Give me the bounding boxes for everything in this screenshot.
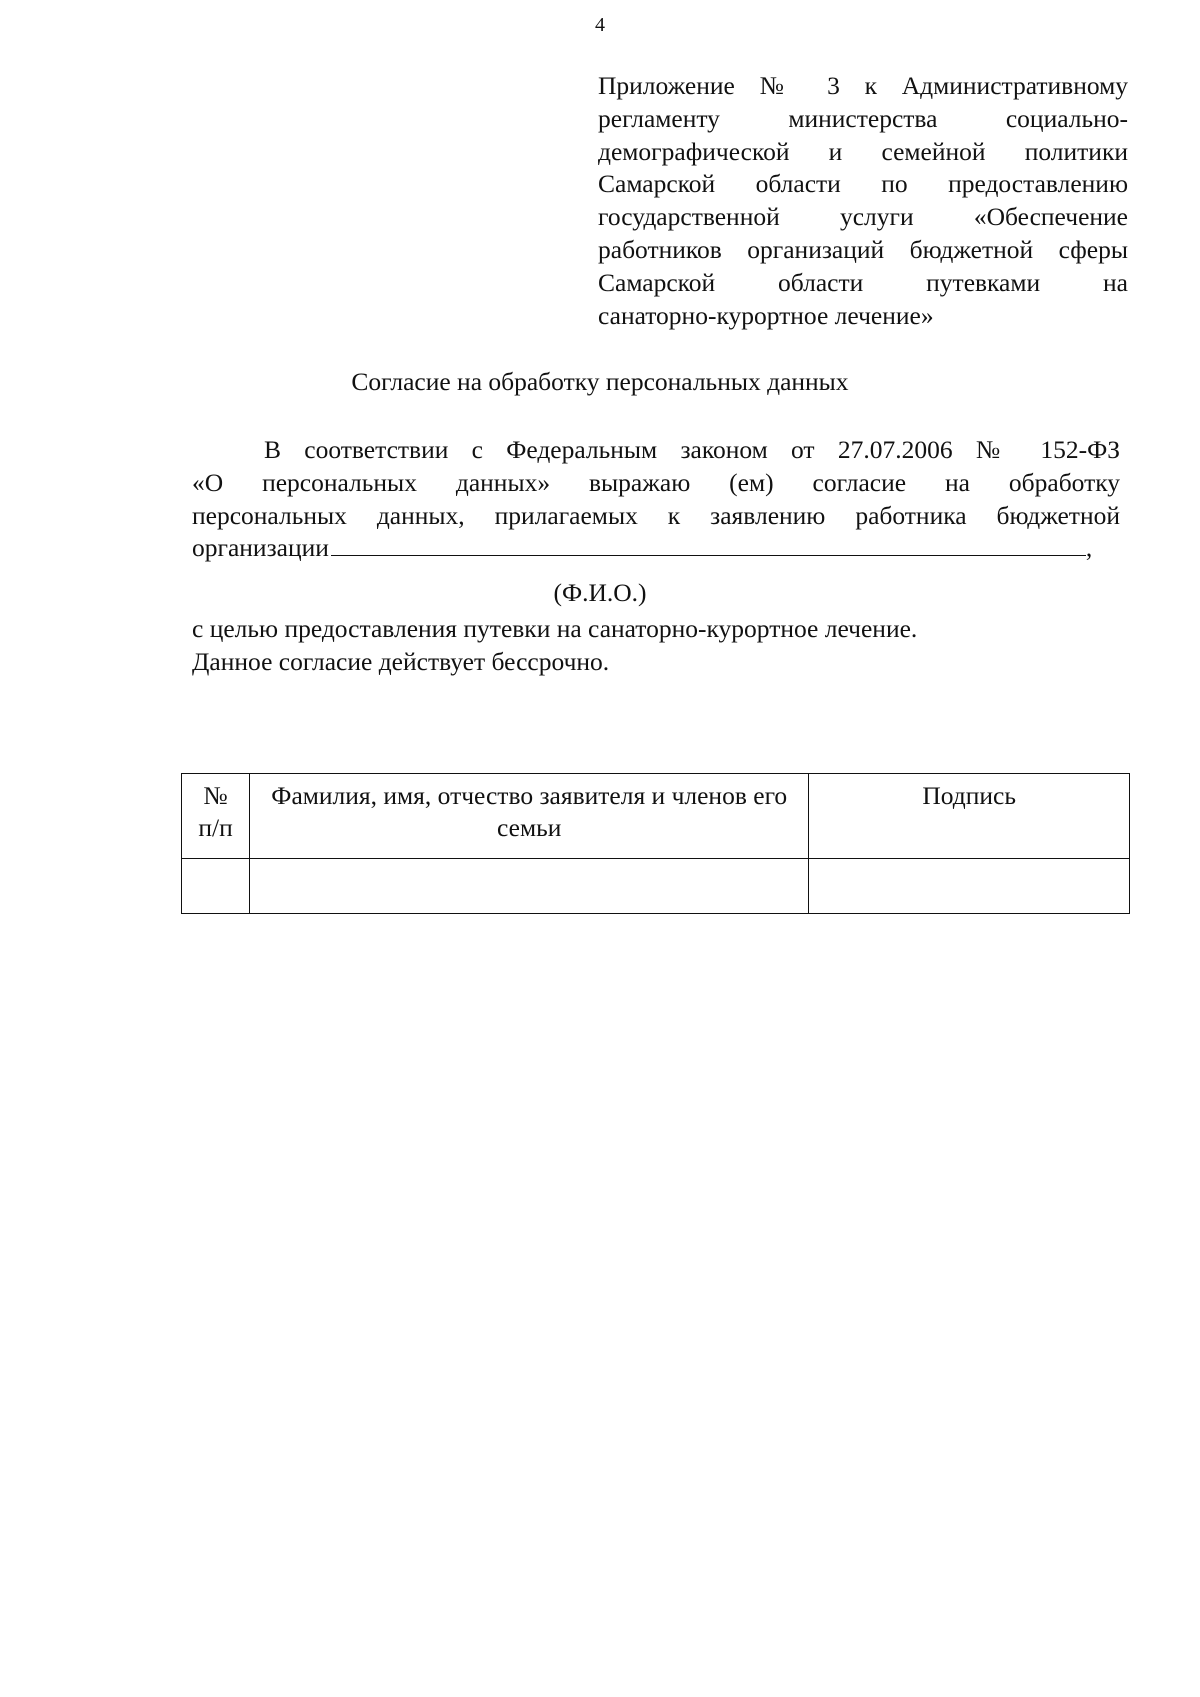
fio-caption: (Ф.И.О.) xyxy=(553,578,647,607)
cell-name[interactable] xyxy=(250,859,809,914)
page-number: 4 xyxy=(595,14,605,36)
organization-label: организации xyxy=(192,533,329,562)
table-row xyxy=(182,859,1130,914)
appendix-line: демографической и семейной политики xyxy=(598,136,1128,166)
purpose-line: с целью предоставления путевки на санаторно-курортное лечение. xyxy=(192,614,918,643)
validity-line: Данное согласие действует бессрочно. xyxy=(192,647,610,676)
header-num: № п/п xyxy=(182,774,250,859)
cell-num[interactable] xyxy=(182,859,250,914)
appendix-line: работников организаций бюджетной сферы xyxy=(598,234,1128,264)
consent-paragraph xyxy=(192,433,1120,532)
organization-line xyxy=(192,533,1120,563)
paragraph-line: «О персональных данных» выражаю (ем) согласие на обработку xyxy=(192,468,1120,497)
appendix-line: государственной услуги «Обеспечение xyxy=(598,202,1128,232)
appendix-header xyxy=(598,70,1128,332)
header-name: Фамилия, имя, отчество заявителя и членов его семьи xyxy=(250,774,809,859)
organization-fill-field[interactable] xyxy=(331,533,1086,556)
table-header-row xyxy=(182,774,1130,859)
appendix-line: санаторно-курортное лечение» xyxy=(598,300,934,330)
appendix-line: Самарской области путевками на xyxy=(598,267,1128,297)
paragraph-line: персональных данных, прилагаемых к заявлению работника бюджетной xyxy=(192,501,1120,530)
appendix-line: Самарской области по предоставлению xyxy=(598,169,1128,199)
header-signature: Подпись xyxy=(809,774,1130,859)
consent-purpose xyxy=(192,612,917,678)
appendix-line: регламенту министерства социально- xyxy=(598,103,1128,133)
signatures-table xyxy=(181,773,1130,914)
organization-trailing-comma: , xyxy=(1085,533,1093,562)
consent-title: Согласие на обработку персональных данных xyxy=(351,367,849,396)
paragraph-line: В соответствии с Федеральным законом от 27.07.2006 № 152-ФЗ xyxy=(264,435,1120,464)
appendix-line: Приложение № 3 к Административному xyxy=(598,71,1128,100)
cell-signature[interactable] xyxy=(809,859,1130,914)
